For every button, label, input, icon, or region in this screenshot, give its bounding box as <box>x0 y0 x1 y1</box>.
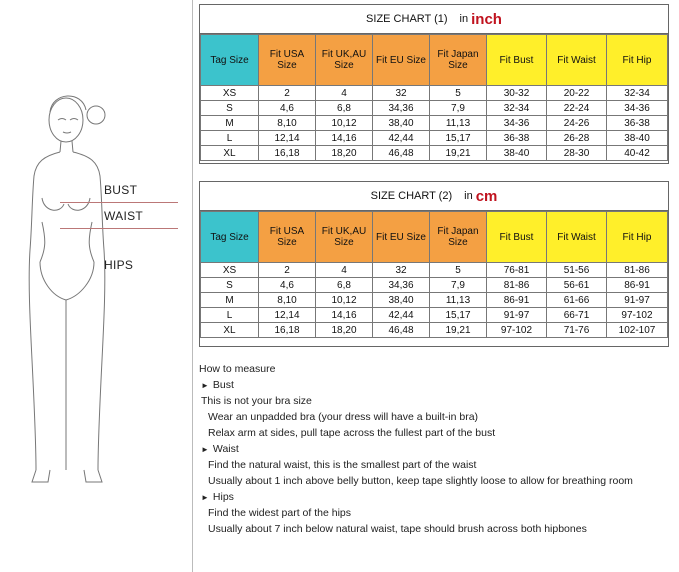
table-cell: XS <box>201 263 259 278</box>
table-cell: 36-38 <box>607 116 668 131</box>
table-cell: 97-102 <box>487 323 547 338</box>
waist-label: WAIST <box>104 209 144 223</box>
table-cell: 91-97 <box>487 308 547 323</box>
table-cell: XL <box>201 323 259 338</box>
table-cell: 91-97 <box>607 293 668 308</box>
table-cell: 10,12 <box>316 116 373 131</box>
table-cell: 38,40 <box>373 293 430 308</box>
table-cell: 6,8 <box>316 101 373 116</box>
table-cell: S <box>201 101 259 116</box>
table-cell: 66-71 <box>547 308 607 323</box>
table-cell: 12,14 <box>259 131 316 146</box>
triangle-bullet-icon: ► <box>201 493 209 502</box>
table-cell: 26-28 <box>547 131 607 146</box>
table-cell: 8,10 <box>259 293 316 308</box>
table-row <box>201 131 668 146</box>
table-cell: 61-66 <box>547 293 607 308</box>
table-cell: 7,9 <box>430 278 487 293</box>
header-cell: Fit UK,AU Size <box>316 35 373 86</box>
table-cell: 2 <box>259 263 316 278</box>
table-cell: 34,36 <box>373 278 430 293</box>
table-cell: 11,13 <box>430 116 487 131</box>
chart2-unit: cm <box>475 187 498 205</box>
triangle-bullet-icon: ► <box>201 381 209 390</box>
header-cell: Fit Hip <box>607 35 668 86</box>
chart1-title: SIZE CHART (1) <box>366 13 448 25</box>
waist-heading-line <box>199 441 677 457</box>
bust-instruction: Wear an unpadded bra (your dress will have a built-in bra) <box>208 411 479 423</box>
table-row <box>201 308 668 323</box>
chart2-table <box>200 211 668 338</box>
table-cell: 34-36 <box>607 101 668 116</box>
header-cell: Fit Bust <box>487 212 547 263</box>
hips-heading: Hips <box>212 491 234 503</box>
table-cell: 32 <box>373 86 430 101</box>
table-cell: 86-91 <box>487 293 547 308</box>
chart2-title-bar <box>200 182 668 211</box>
table-cell: 42,44 <box>373 308 430 323</box>
table-cell: 32-34 <box>487 101 547 116</box>
table-cell: 30-32 <box>487 86 547 101</box>
header-cell: Fit USA Size <box>259 212 316 263</box>
table-cell: 18,20 <box>316 323 373 338</box>
table-cell: 4 <box>316 86 373 101</box>
table-cell: 6,8 <box>316 278 373 293</box>
table-cell: 38-40 <box>487 146 547 161</box>
table-cell: 102-107 <box>607 323 668 338</box>
header-cell: Fit EU Size <box>373 212 430 263</box>
header-cell: Tag Size <box>201 35 259 86</box>
chart1-table <box>200 34 668 161</box>
table-cell: 12,14 <box>259 308 316 323</box>
table-cell: 11,13 <box>430 293 487 308</box>
header-cell: Fit EU Size <box>373 35 430 86</box>
table-cell: 4,6 <box>259 278 316 293</box>
chart1-header-row <box>201 35 668 86</box>
table-cell: 4,6 <box>259 101 316 116</box>
hips-instruction: Usually about 7 inch below natural waist, tape should brush across both hipbones <box>208 523 587 535</box>
body-figure-illustration <box>0 0 193 572</box>
table-cell: 20-22 <box>547 86 607 101</box>
table-cell: 46,48 <box>373 146 430 161</box>
table-cell: 14,16 <box>316 131 373 146</box>
table-cell: 38,40 <box>373 116 430 131</box>
table-cell: 19,21 <box>430 146 487 161</box>
hips-label: HIPS <box>104 258 134 272</box>
table-cell: S <box>201 278 259 293</box>
waist-line <box>60 228 178 229</box>
table-cell: 19,21 <box>430 323 487 338</box>
table-cell: 51-56 <box>547 263 607 278</box>
header-cell: Fit Bust <box>487 35 547 86</box>
table-cell: 56-61 <box>547 278 607 293</box>
header-cell: Fit Japan Size <box>430 212 487 263</box>
waist-instruction: Find the natural waist, this is the smallest part of the waist <box>208 459 477 471</box>
table-cell: 5 <box>430 86 487 101</box>
table-cell: M <box>201 293 259 308</box>
table-row <box>201 278 668 293</box>
table-cell: 40-42 <box>607 146 668 161</box>
triangle-bullet-icon: ► <box>201 445 209 454</box>
size-chart-inch <box>199 4 669 164</box>
table-row <box>201 146 668 161</box>
table-cell: 97-102 <box>607 308 668 323</box>
table-cell: XS <box>201 86 259 101</box>
size-chart-cm <box>199 181 669 347</box>
table-cell: 28-30 <box>547 146 607 161</box>
table-cell: 86-91 <box>607 278 668 293</box>
bust-line <box>60 202 178 203</box>
table-cell: 38-40 <box>607 131 668 146</box>
table-cell: M <box>201 116 259 131</box>
table-cell: L <box>201 308 259 323</box>
body-figure-panel <box>0 0 193 572</box>
table-cell: 10,12 <box>316 293 373 308</box>
header-cell: Fit Waist <box>547 35 607 86</box>
header-cell: Fit Hip <box>607 212 668 263</box>
table-cell: 76-81 <box>487 263 547 278</box>
table-row <box>201 86 668 101</box>
table-row <box>201 323 668 338</box>
chart2-header-row <box>201 212 668 263</box>
table-cell: 7,9 <box>430 101 487 116</box>
table-cell: 15,17 <box>430 131 487 146</box>
bust-instruction: Relax arm at sides, pull tape across the fullest part of the bust <box>208 427 496 439</box>
table-cell: 81-86 <box>487 278 547 293</box>
table-row <box>201 101 668 116</box>
table-cell: 32-34 <box>607 86 668 101</box>
table-cell: 8,10 <box>259 116 316 131</box>
table-cell: 4 <box>316 263 373 278</box>
table-row <box>201 293 668 308</box>
table-cell: 36-38 <box>487 131 547 146</box>
bust-label: BUST <box>104 183 138 197</box>
table-cell: 14,16 <box>316 308 373 323</box>
header-cell: Tag Size <box>201 212 259 263</box>
header-cell: Fit Japan Size <box>430 35 487 86</box>
table-cell: 34-36 <box>487 116 547 131</box>
bust-heading-line <box>199 377 677 393</box>
hips-instruction: Find the widest part of the hips <box>208 507 351 519</box>
table-cell: 32 <box>373 263 430 278</box>
table-cell: 2 <box>259 86 316 101</box>
hips-heading-line <box>199 489 677 505</box>
table-cell: XL <box>201 146 259 161</box>
table-cell: 71-76 <box>547 323 607 338</box>
table-cell: 42,44 <box>373 131 430 146</box>
chart1-in-label: in <box>459 13 469 25</box>
table-cell: 24-26 <box>547 116 607 131</box>
header-cell: Fit Waist <box>547 212 607 263</box>
table-cell: 16,18 <box>259 323 316 338</box>
chart1-title-bar <box>200 5 668 34</box>
table-row <box>201 116 668 131</box>
how-to-measure-section <box>199 361 677 537</box>
table-row <box>201 263 668 278</box>
table-cell: 18,20 <box>316 146 373 161</box>
how-to-measure-title: How to measure <box>199 363 276 375</box>
waist-heading: Waist <box>212 443 239 455</box>
table-cell: 5 <box>430 263 487 278</box>
table-cell: L <box>201 131 259 146</box>
header-cell: Fit USA Size <box>259 35 316 86</box>
table-cell: 22-24 <box>547 101 607 116</box>
table-cell: 81-86 <box>607 263 668 278</box>
header-cell: Fit UK,AU Size <box>316 212 373 263</box>
table-cell: 16,18 <box>259 146 316 161</box>
chart1-unit: inch <box>471 10 502 28</box>
bust-heading: Bust <box>212 379 234 391</box>
chart2-title: SIZE CHART (2) <box>370 190 453 202</box>
bust-instruction: This is not your bra size <box>201 395 312 407</box>
chart2-in-label: in <box>464 190 473 202</box>
waist-instruction: Usually about 1 inch above belly button, keep tape slightly loose to allow for breathing room <box>208 475 633 487</box>
table-cell: 46,48 <box>373 323 430 338</box>
table-cell: 15,17 <box>430 308 487 323</box>
table-cell: 34,36 <box>373 101 430 116</box>
